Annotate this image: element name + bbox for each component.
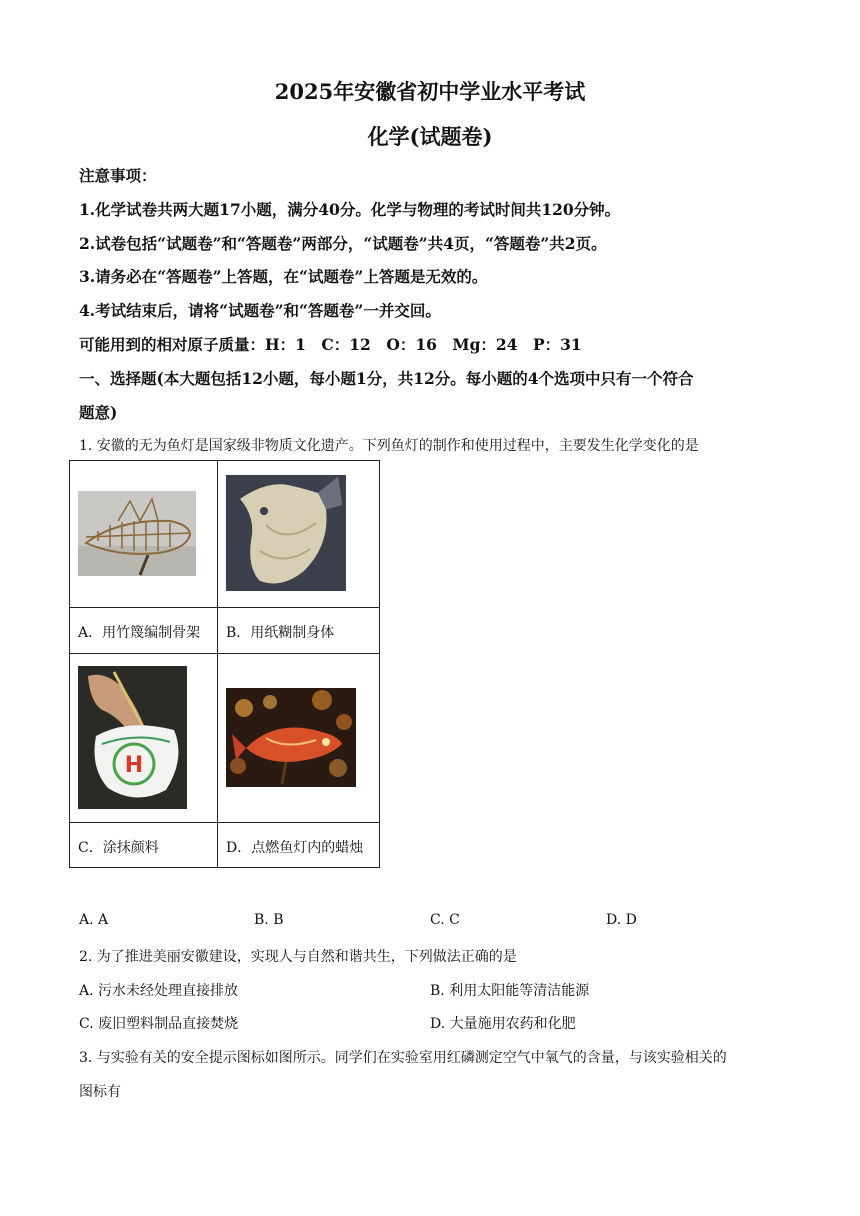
option-c-label: C．涂抹颜料 [78,840,159,856]
paper-fish-image [226,475,346,591]
option-a-label: A．用竹篾编制骨架 [78,625,201,641]
section-heading-cont: 题意) [79,403,118,422]
q1-option-b: B. B [254,912,284,928]
notes-heading: 注意事项： [79,166,157,185]
question-3-stem: 3. 与实验有关的安全提示图标如图所示。同学们在实验室用红磷测定空气中氧气的含量，与该实验相关的 [79,1050,727,1066]
page-title: 2025年安徽省初中学业水平考试 [274,79,586,104]
note-item: 1.化学试卷共两大题17小题，满分40分。化学与物理的考试时间共120分钟。 [79,200,621,219]
lit-lantern-image [226,688,356,787]
note-item: 4.考试结束后，请将“试题卷”和“答题卷”一并交回。 [79,301,441,320]
q2-option-b: B. 利用太阳能等清洁能源 [430,983,590,999]
q1-option-c: C. C [430,912,460,928]
q2-option-c: C. 废旧塑料制品直接焚烧 [79,1016,239,1032]
note-item: 2.试卷包括“试题卷”和“答题卷”两部分，“试题卷”共4页，“答题卷”共2页。 [79,234,607,253]
option-b-label: B．用纸糊制身体 [226,625,335,641]
svg-text:H: H [124,753,144,778]
q1-option-a: A. A [79,912,109,928]
question-3-stem-cont: 图标有 [79,1084,121,1100]
note-item: 3.请务必在“答题卷”上答题，在“试题卷”上答题是无效的。 [79,267,488,286]
question-1-stem: 1. 安徽的无为鱼灯是国家级非物质文化遗产。下列鱼灯的制作和使用过程中，主要发生化学变化的是 [79,438,699,454]
page-subtitle: 化学(试题卷) [367,124,493,149]
question-1-table [69,460,380,868]
q2-option-d: D. 大量施用农药和化肥 [430,1016,576,1032]
bamboo-frame-image [78,491,196,576]
painting-image [78,666,187,809]
q1-option-d: D. D [606,912,637,928]
option-d-label: D．点燃鱼灯内的蜡烛 [226,840,364,856]
atomic-mass-line: 可能用到的相对原子质量：H：1 C：12 O：16 Mg：24 P：31 [79,335,582,354]
q2-option-a: A. 污水未经处理直接排放 [79,983,239,999]
question-2-stem: 2. 为了推进美丽安徽建设，实现人与自然和谐共生，下列做法正确的是 [79,949,517,965]
section-heading: 一、选择题(本大题包括12小题，每小题1分，共12分。每小题的4个选项中只有一个符合 [79,369,694,388]
